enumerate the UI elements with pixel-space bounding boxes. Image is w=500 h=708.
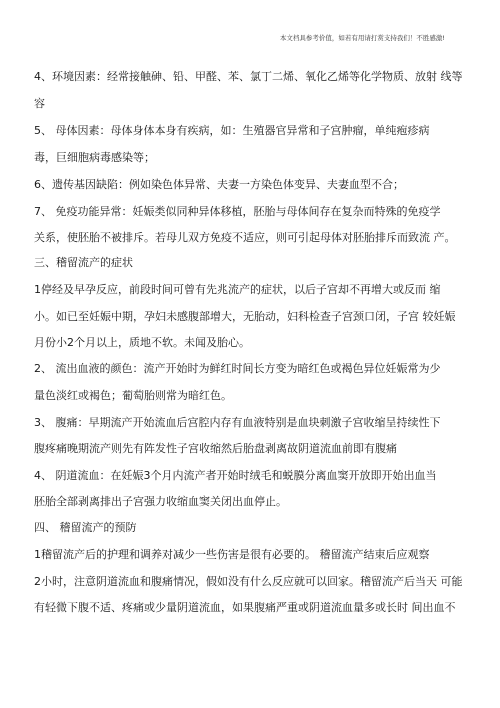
text-line: 3、 腹痛：早期流产开始流血后宫腔内存有血液特别是血块刺激子宫收缩呈持续性下 — [34, 416, 441, 429]
text-line: 容 — [34, 97, 45, 110]
text-line: 量色淡红或褐色；葡萄胎则常为暗红色。 — [34, 389, 232, 402]
header-note: 本文档具参考价值，如若有用请打赏支持我们！不胜感激! — [279, 34, 445, 42]
text-line: 毒，巨细胞病毒感染等； — [34, 151, 155, 164]
text-line: 7、 免疫功能异常：妊娠类似同种异体移植，胚胎与母体间存在复杂而特殊的免疫学 — [34, 205, 441, 218]
section-heading: 四、 稽留流产的预防 — [34, 521, 137, 534]
text-line: 月份小2个月以上，质地不软。未闻及胎心。 — [34, 336, 250, 349]
text-line: 5、 母体因素：母体身体本身有疾病，如：生殖器官异常和子宫肿瘤，单纯疱疹病 — [34, 124, 430, 137]
text-line: 1停经及早孕反应，前段时间可曾有先兆流产的症状，以后子宫却不再增大或反而 缩 — [34, 283, 441, 296]
text-line: 有轻微下腹不适、疼痛或少量阴道流血，如果腹痛严重或阴道流血量多或长时 间出血不 — [34, 601, 456, 614]
text-line: 6、遗传基因缺陷：例如染色体异常、夫妻一方染色体变异、夫妻血型不合； — [34, 178, 404, 191]
text-line: 胚胎全部剥离排出子宫强力收缩血窦关闭出血停止。 — [34, 495, 287, 508]
text-line: 小。如已至妊娠中期，孕妇未感腹部增大，无胎动，妇科检查子宫颈口闭，子宫 较妊娠 — [34, 310, 456, 323]
text-line: 4、环境因素：经常接触砷、铅、甲醛、苯、氯丁二烯、氧化乙烯等化学物质、放射 线等 — [34, 70, 463, 83]
text-line: 关系，使胚胎不被排斥。若母儿双方免疫不适应，则可引起母体对胚胎排斥而致流 产。 — [34, 231, 456, 244]
text-line: 2、 流出血液的颜色：流产开始时为鲜红时间长方变为暗红色或褐色异位妊娠常为少 — [34, 362, 441, 375]
text-line: 1稽留流产后的护理和调养对减少一些伤害是很有必要的。 稽留流产结束后应观察 — [34, 548, 430, 561]
section-heading: 三、稽留流产的症状 — [34, 256, 133, 269]
text-line: 4、 阴道流血：在妊娠3个月内流产者开始时绒毛和蜕膜分离血窦开放即开始出血当 — [34, 469, 437, 482]
text-line: 腹疼痛晚期流产则先有阵发性子宫收缩然后胎盘剥离故阴道流血前即有腹痛 — [34, 442, 397, 455]
text-line: 2小时，注意阴道流血和腹痛情况，假如没有什么反应就可以回家。稽留流产后当天 可能 — [34, 575, 463, 588]
